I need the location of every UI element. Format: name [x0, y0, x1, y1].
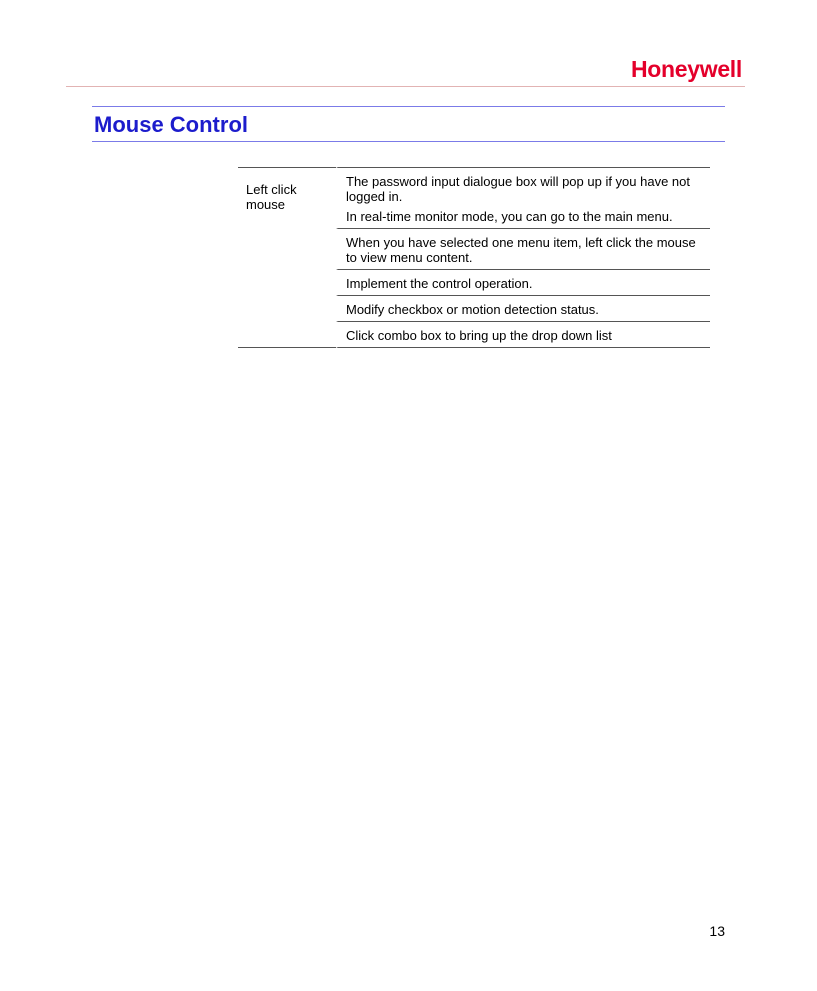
title-rule-top: [92, 106, 725, 107]
page-title: Mouse Control: [94, 112, 248, 137]
description-text: In real-time monitor mode, you can go to the main menu.: [346, 209, 673, 224]
description-text: Implement the control operation.: [346, 276, 533, 291]
description-cell: [336, 228, 710, 269]
action-cell: Left click mouse: [238, 167, 336, 348]
description-text: When you have selected one menu item, left click the mouse to view menu content.: [346, 235, 696, 265]
description-text: Modify checkbox or motion detection status.: [346, 302, 599, 317]
table-row: [238, 167, 710, 228]
header-divider: [66, 86, 745, 87]
page-number: 13: [709, 923, 725, 939]
mouse-control-table: [238, 167, 710, 348]
title-rule-bottom: [92, 141, 725, 142]
description-text: Click combo box to bring up the drop down list: [346, 328, 612, 343]
description-cell: [336, 295, 710, 321]
description-cell: [336, 167, 710, 228]
description-cell: [336, 321, 710, 348]
description-cell: [336, 269, 710, 295]
honeywell-logo: Honeywell: [630, 56, 742, 82]
description-text: The password input dialogue box will pop up if you have not logged in.: [346, 174, 690, 204]
